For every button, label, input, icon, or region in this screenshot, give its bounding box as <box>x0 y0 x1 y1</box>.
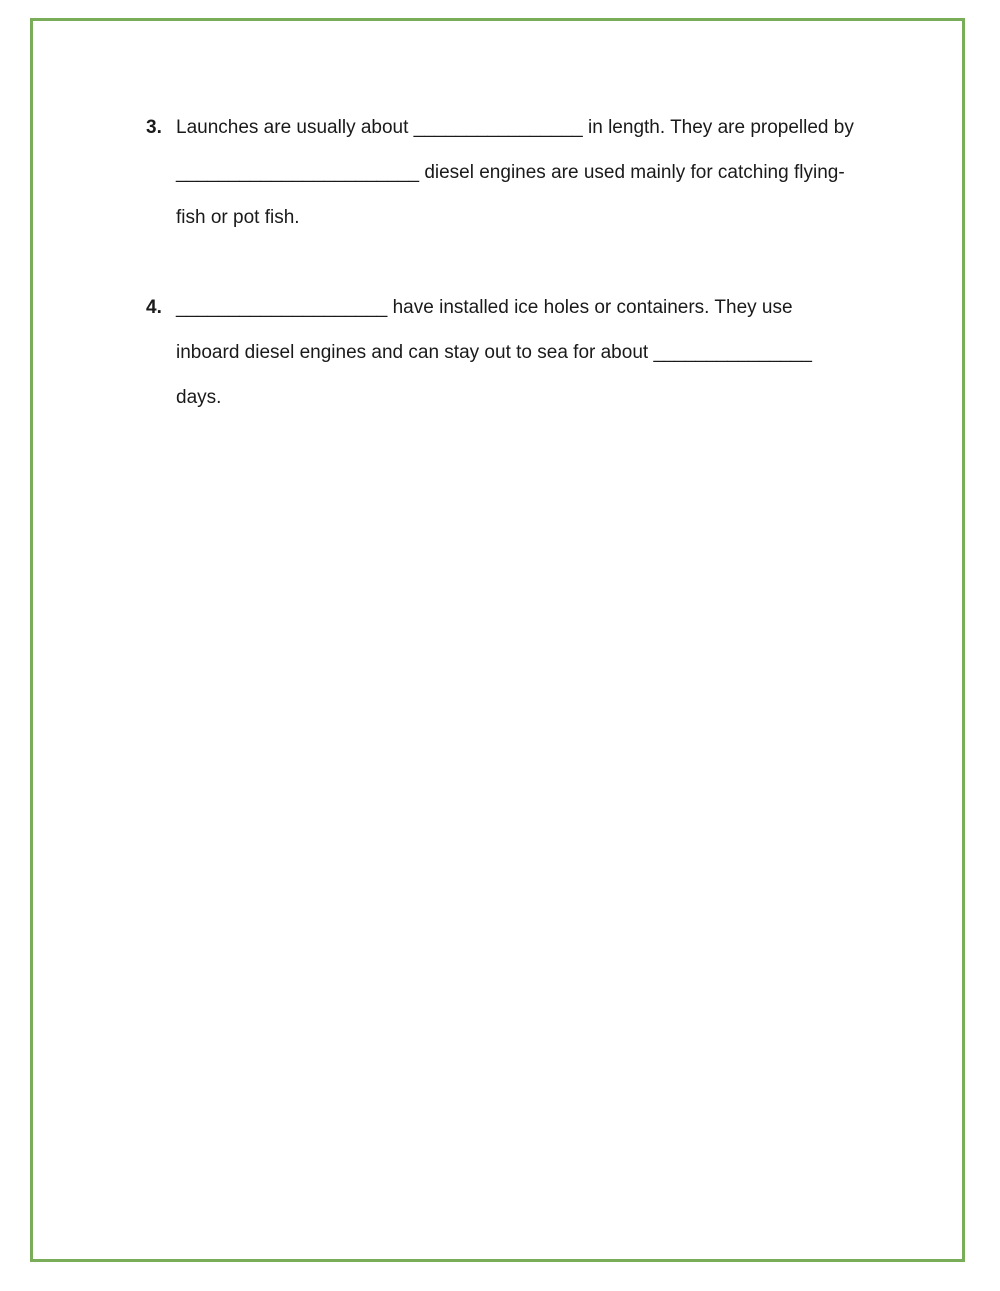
question-text-line: Launches are usually about ________________ in length. They are propelled by <box>176 117 854 138</box>
question-text-line: fish or pot fish. <box>176 207 300 228</box>
question-text-line: inboard diesel engines and can stay out to sea for about _______________ <box>176 342 812 363</box>
page-frame <box>30 18 965 1262</box>
question-text-line: _______________________ diesel engines are used mainly for catching flying- <box>176 162 845 183</box>
question-text-line: ____________________ have installed ice holes or containers. They use <box>176 297 793 318</box>
question-number: 3. <box>146 117 162 138</box>
question-number: 4. <box>146 297 162 318</box>
question-text-line: days. <box>176 387 222 408</box>
